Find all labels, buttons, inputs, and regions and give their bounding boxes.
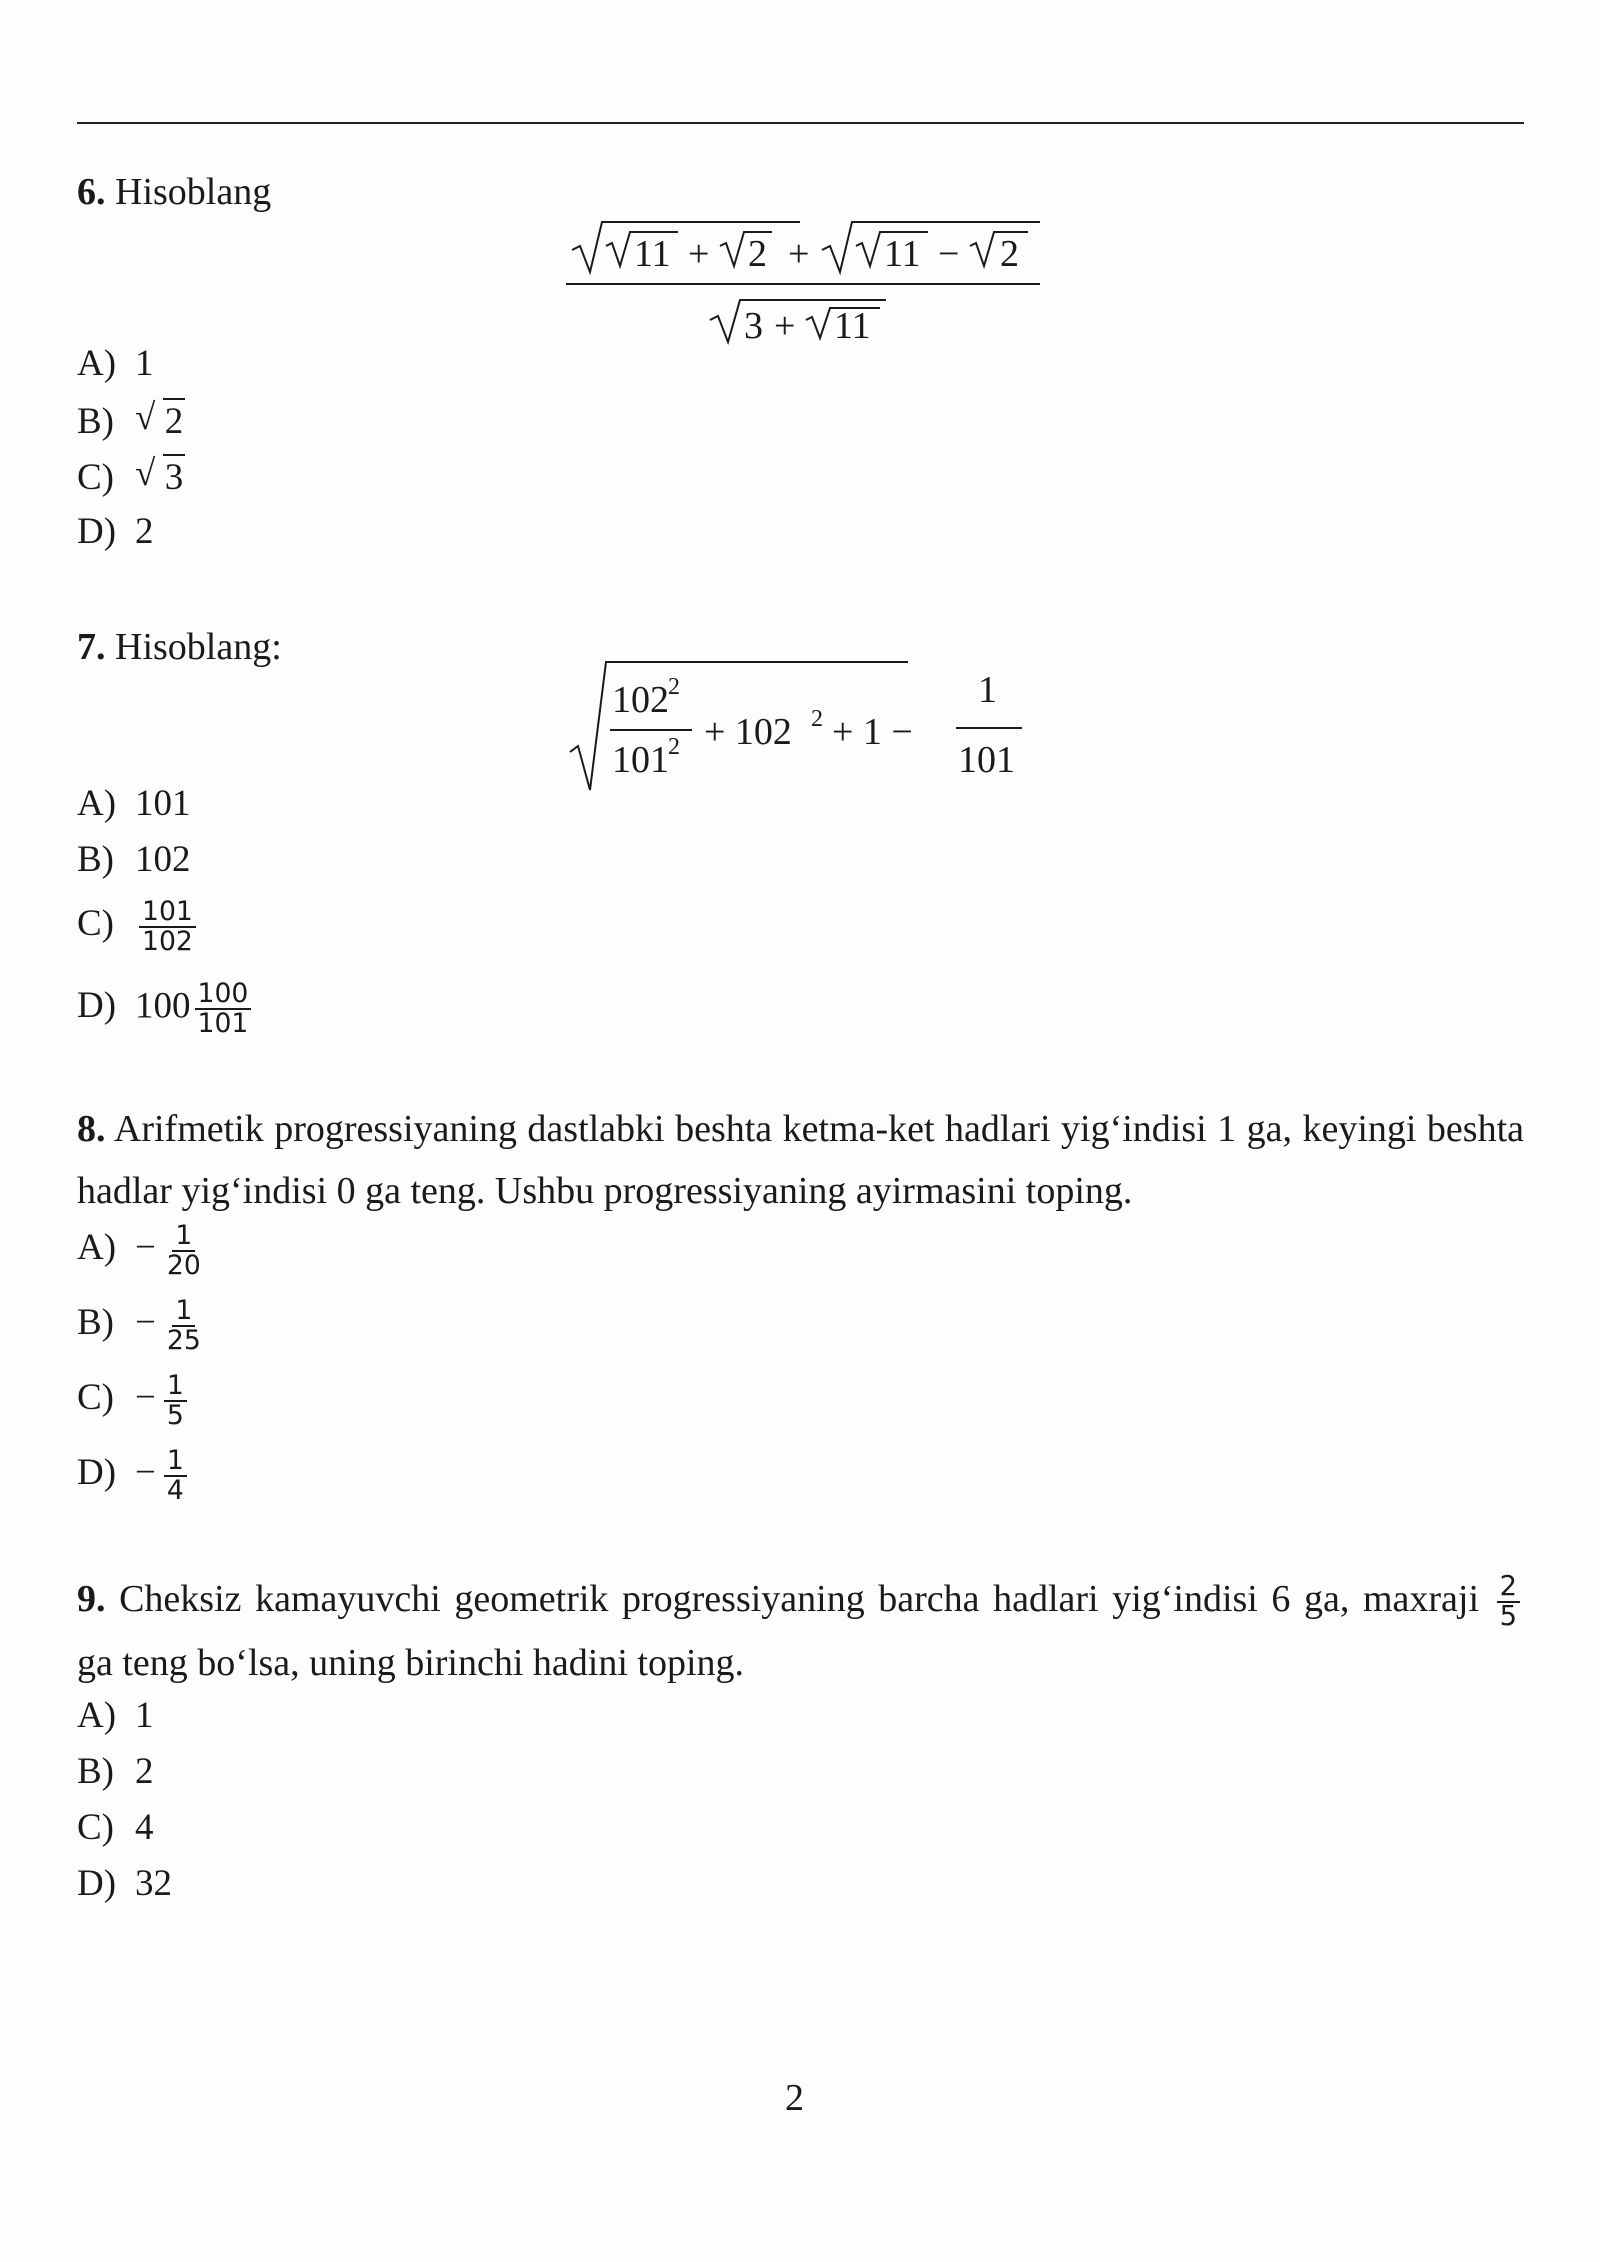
q6-option-b[interactable]: B) √ 2	[77, 398, 185, 444]
frac-num-102: 102	[612, 679, 669, 721]
exp-den: 2	[668, 734, 680, 760]
page-number: 2	[785, 2077, 804, 2119]
fraction: $\frac{1}{20}$	[166, 1220, 201, 1281]
question-7-expression	[560, 650, 1060, 800]
question-number: 7.	[77, 626, 106, 668]
question-number: 9.	[77, 1578, 106, 1620]
q6-option-d[interactable]: D) 2	[77, 511, 154, 552]
recip-den: 101	[958, 739, 1015, 781]
num-2-b: 2	[1000, 233, 1019, 275]
plus-den: +	[774, 305, 796, 347]
header-rule	[77, 122, 1524, 124]
q8-option-b[interactable]: B) − $\frac{1}{25}$	[77, 1297, 208, 1355]
fraction: $\frac{1}{4}$	[164, 1447, 187, 1505]
minus-inner: −	[938, 233, 960, 275]
ratio-fraction: $\frac{2}{5}$	[1497, 1573, 1520, 1632]
q8-option-c[interactable]: C) − $\frac{1}{5}$	[77, 1372, 191, 1430]
q7-option-c[interactable]: C) $\frac{101}{102}$	[77, 898, 200, 956]
fraction: $\frac{101}{102}$	[139, 898, 196, 956]
exp-mid: 2	[811, 706, 823, 732]
sqrt-symbol: √ 3	[135, 454, 185, 500]
question-number: 8.	[77, 1108, 106, 1150]
recip-num: 1	[978, 669, 997, 711]
q7-option-d[interactable]: D) 100 $\frac{100}{101}$	[77, 980, 255, 1038]
fraction: $\frac{1}{5}$	[164, 1372, 187, 1430]
den-11: 11	[834, 305, 871, 347]
q8-option-a[interactable]: A) − $\frac{1}{20}$	[77, 1222, 208, 1280]
q6-option-c[interactable]: C) √ 3	[77, 454, 185, 500]
q8-option-d[interactable]: D) − $\frac{1}{4}$	[77, 1447, 191, 1505]
q9-option-b[interactable]: B) 2	[77, 1751, 154, 1792]
fraction: $\frac{100}{101}$	[195, 980, 252, 1038]
question-text: Hisoblang	[115, 171, 272, 213]
question-7-title	[77, 625, 282, 671]
q9-option-a[interactable]: A) 1	[77, 1695, 154, 1736]
question-6-title	[77, 170, 271, 216]
question-number: 6.	[77, 171, 106, 213]
q9-option-d[interactable]: D) 32	[77, 1863, 172, 1904]
num-2-a: 2	[748, 233, 767, 275]
q7-option-a[interactable]: A) 101	[77, 783, 191, 824]
question-6-expression	[560, 210, 1060, 360]
plus-102-squared: + 102	[704, 711, 792, 753]
fraction: $\frac{1}{25}$	[166, 1295, 201, 1356]
plus-inner-a: +	[688, 233, 710, 275]
num-11-a: 11	[634, 233, 671, 275]
exp-num: 2	[668, 674, 680, 700]
den-3: 3	[744, 305, 763, 347]
q7-option-b[interactable]: B) 102	[77, 839, 191, 880]
q9-option-c[interactable]: C) 4	[77, 1807, 154, 1848]
sqrt-symbol: √ 2	[135, 398, 185, 444]
plus-one-minus: + 1 −	[832, 711, 913, 753]
num-11-b: 11	[884, 233, 921, 275]
question-9-text: 9. Cheksiz kamayuvchi geometrik progressiyaning barcha hadlari yig‘indisi 6 ga, maxraji $\frac{2}{5}$ ga teng bo‘lsa, uning birinchi hadini toping.	[77, 1568, 1524, 1694]
frac-den-101: 101	[612, 739, 669, 781]
plus-middle: +	[788, 233, 810, 275]
q6-option-a[interactable]: A) 1	[77, 343, 154, 384]
question-8-text: 8. Arifmetik progressiyaning dastlabki beshta ketma-ket hadlari yig‘indisi 1 ga, keyingi beshta hadlar yig‘indisi 0 ga teng. Ushbu progressiyaning ayirmasini toping.	[77, 1108, 1524, 1212]
question-text: Hisoblang:	[115, 626, 282, 668]
